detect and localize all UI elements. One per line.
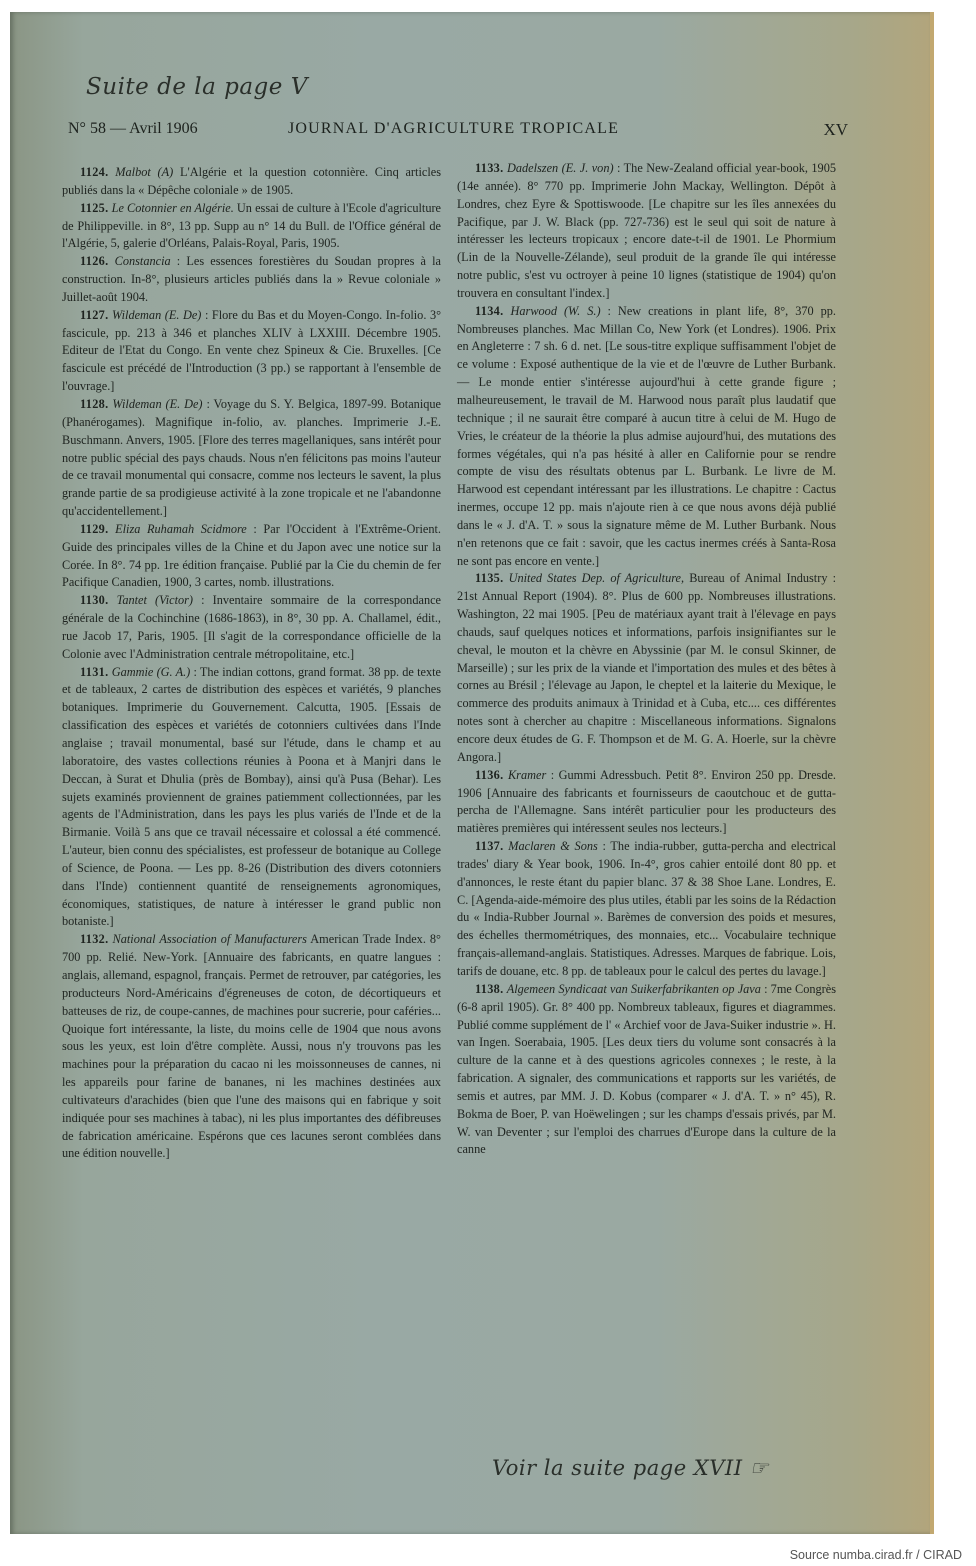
right-column <box>457 160 836 1159</box>
bibliography-entry: 1132. National Association of Manufacturers American Trade Index. 8° 700 pp. Relié. New-York. [Annuaire des fabricants, en quatre langues : anglais, allemand, espagnol, français. Permet de retrouver, par catégories, les producteurs Nord-Américains d'égreneuses de coton, de décortiqueurs et batteuses de riz, de coupe-cannes, de machines pour sucrerie, pour caféries... Quoique fort intéressante, la liste, du moins celle de 1904 que nous avons sous les yeux, est loin d'être complète. Aussi, nous n'y trouvons pas les machines pour la préparation du cacao ni les moissonneuses de cannes, ni les appareils pour farine de bananes, ni les machines destinées aux cultivateurs d'arachides (bien que l'une des maisons qui en fabrique y soit indiquée pour ses machines à tabac), ni les plus importantes des défibreuses de fabrication américaine. Espérons que ces lacunes seront comblées dans une édition nouvelle.] <box>62 932 441 1161</box>
bibliography-entry: 1128. Wildeman (E. De) : Voyage du S. Y. Belgica, 1897-99. Botanique (Phanérogames). Magnifique in-folio, av. planches. Imprimerie J.-E. Buschmann. Anvers, 1905. [Flore des terres magellaniques, sans intérêt pour notre public spécial des pays chauds. Nous n'en félicitons pas moins l'auteur de ce travail monumental qui consacre, comme nos lecteurs le savent, la plus grande partie de sa prodigieuse activité à la zone tropicale et ne l'abandonne qu'accidentellement.] <box>62 396 441 519</box>
source-credit: Source numba.cirad.fr / CIRAD <box>789 1548 962 1562</box>
bibliography-entry: 1131. Gammie (G. A.) : The indian cottons, grand format. 38 pp. de texte et de tableaux, 2 cartes de distribution des espèces et variétés, 9 planches botaniques. Imprimerie du Gouvernement. Calcutta, 1905. [Essais de classification des espèces et variétés de cotonniers cultivées dans l'Inde anglaise ; travail monumental, basé sur l'étude, dans le champ et au laboratoire, des vastes collections réunies à Poona et à Manjri dans le Deccan, à Surat et Dhulia (près de Bombay), ainsi qu'à Pusa (Behar). Les sujets examinés proviennent de graines patiemment collectionnées, par les agents de l'Administration, dans les pays les plus variés de l'Inde et de la Birmanie. Voilà 5 ans que ce travail nécessaire et colossal a été commencé. L'auteur, bien connu des spécialistes, est professeur de botanique au College of Science, de Poona. — Les pp. 8-26 (Distribution des divers cotonniers dans l'Inde) contiennent quantité de renseignements agronomiques, économiques, statistiques, de nature à intéresser le grand public non botaniste.] <box>62 664 441 929</box>
bibliography-entry: 1125. Le Cotonnier en Algérie. Un essai de culture à l'Ecole d'agriculture de Philippeville. in 8°, 13 pp. Supp au n° 14 du Bull. de l'Office général de l'Algérie, 5, galerie d'Orléans, Palais-Royal, Paris, 1905. <box>62 200 442 251</box>
bibliography-entry: 1124. Malbot (A) L'Algérie et la question cotonnière. Cinq articles publiés dans la « Dépêche coloniale » de 1905. <box>62 165 441 197</box>
bibliography-entry: 1134. Harwood (W. S.) : New creations in plant life, 8°, 370 pp. Nombreuses planches. Mac Millan Co, New York (et Londres). 1906. Prix en Angleterre : 7 sh. 6 d. net. [Le sous-titre explique suffisamment l'objet de ce volume : Exposé authentique de la vie et de l'œuvre de Luther Burbank. — Le monde entier s'intéresse aujourd'hui à cette grande figure ; malheureusement, le travail de M. Harwood nous paraît plus laudatif que technique ; il ne saurait être comparé à aucun titre à celui de M. Hugo de Vries, le créateur de la théorie la plus admise aujourd'hui, des mutations des formes végétales, qui n'a pas hésité à aller en Californie pour se rendre compte de visu des résultats obtenus par L. Burbank. Le livre de M. Harwood est cependant intéressant par les illustrations. Le chapitre : Cactus inermes, occupe 12 pp. mais n'ajoute rien à ce que nous avons déjà publié dans le « J. d'A. T. » sous la signature même de M. Luther Burbank. Nous n'en retenons que ce fait : savoir, que les cactus inermes créés à Santa-Rosa ne sont pas encore en vente.] <box>457 303 837 568</box>
bibliography-entry: 1138. Algemeen Syndicaat van Suikerfabrikanten op Java : 7me Congrès (6-8 april 1905). Gr. 8° 400 pp. Nombreux tableaux, figures et diagrammes. Publié comme supplément de l' « Archief voor de Java-Suiker industrie ». H. van Ingen. Soerabaia, 1905. [Les deux tiers du volume sont consacrés à la culture de la canne et à des questions agricoles connexes ; le reste, à la fabrication. A signaler, des communications et rapports sur les variétés, de semis et autres, par MM. J. D. Kobus (comparer « J. d'A. T. » n° 45), R. Bokma de Boer, P. van Hoëwelingen ; sur les champs d'essais privés, par M. W. van Deventer ; sur l'emploi des charrues d'Europe dans la culture de la canne <box>457 981 837 1157</box>
scanned-page <box>10 12 934 1534</box>
bibliography-entry: 1137. Maclaren & Sons : The india-rubber, gutta-percha and electrical trades' diary & Year book, 1906. In-4°, gros cahier entoilé dont 80 pp. et d'annonces, le reste étant du papier blanc. 37 & 38 Shoe Lane. Londres, E. C. [Agenda-aide-mémoire des plus utiles, établi par les soins de la Rédaction du « India-Rubber Journal ». Barèmes de conversion des poids et mesures, des échelles thermométriques, des monnaies, etc... Vocabulaire technique français-allemand-anglais. Statistiques. Adresses. Marques de fabrique. Lois, tarifs de douane, etc. 8 pp. de tableaux pour le calcul des pertes du lavage.] <box>457 839 836 978</box>
left-column <box>62 164 441 1163</box>
bibliography-entry: 1136. Kramer : Gummi Adressbuch. Petit 8°. Environ 250 pp. Dresde. 1906 [Annuaire des fabricants et fournisseurs de caoutchouc et de gutta-percha de l'Allemagne. Sans intérêt particulier pour les producteurs des matières premières qui intéressent seules nos lecteurs.] <box>457 767 836 836</box>
issue-label: N° 58 — Avril 1906 <box>68 120 198 137</box>
bibliography-entry: 1135. United States Dep. of Agriculture, Bureau of Animal Industry : 21st Annual Report (1904). 8°. Plus de 600 pp. Nombreuses illustrations. Washington, 22 mai 1905. [Peu de matériaux ayant trait à l'élevage en pays chauds, sauf quelques notices et informations, parfois insignifiantes sur le cheval, le mouton et la chèvre en Abyssinie (par M. le consul Skinner, de Marseille) ; sur les prix de la viande et l'importation des mules et des bêtes à cornes au Brésil ; l'élevage au Japon, le cheptel et la laiterie du Mexique, le commerce des produits animaux à Trinidad et à Cuba, etc.... ces différentes notes sont à chercher au chapitre : Miscellaneous informations. Signalons encore deux études de G. F. Thompson et de M. G. A. Hoerle, sur la chèvre Angora.] <box>457 571 836 764</box>
bibliography-entry: 1127. Wildeman (E. De) : Flore du Bas et du Moyen-Congo. In-folio. 3° fascicule, pp. 213 à 346 et planches XLIV à LXXIII. Décembre 1905. Editeur de l'Etat du Congo. En vente chez Spineux & Cie. Bruxelles. [Ce fascicule est précédé de l'Introduction (3 pp.) se rapportant à l'ensemble de l'ouvrage.] <box>62 307 442 394</box>
page-number: XV <box>823 120 848 139</box>
handwritten-note-top: Suite de la page V <box>86 74 308 100</box>
bibliography-entry: 1126. Constancia : Les essences forestières du Soudan propres à la construction. In-8°, plusieurs articles publiés dans la » Revue coloniale » Juillet-août 1904. <box>62 254 441 304</box>
journal-title: JOURNAL D'AGRICULTURE TROPICALE <box>288 120 620 137</box>
page-header <box>68 120 848 142</box>
handwritten-note-bottom: Voir la suite page XVII ☞ <box>492 1456 769 1480</box>
bibliography-entry: 1130. Tantet (Victor) : Inventaire sommaire de la correspondance générale de la Cochinchine (1686-1863), in 8°, 30 pp. A. Challamel, édit., rue Jacob 17, Paris, 1905. [Il s'agit de la correspondance officielle de la Colonie avec l'Administration centrale métropolitaine, etc.] <box>62 593 442 661</box>
bibliography-entry: 1133. Dadelszen (E. J. von) : The New-Zealand official year-book, 1905 (14e année). 8° 770 pp. Imprimerie John Mackay, Wellington. Dépôt à Londres, chez Eyre & Spottiswoode. [Le chapitre sur les îles annexées du Pacifique, par J. W. Black (pp. 727-736) est le seul qui soit de nature à intéresser les lecteurs tropicaux ; encore date-t-il de 1901. Le Phormium (Lin de la Nouvelle-Zélande), seul produit de la grande île qui intéresse notre public, s'est vu octroyer à peine 10 lignes (statistique de 1904) qu'on trouvera en consultant l'index.] <box>457 161 837 300</box>
bibliography-entry: 1129. Eliza Ruhamah Scidmore : Par l'Occident à l'Extrême-Orient. Guide des principales villes de la Chine et du Japon avec une notice sur la Corée. In 8°. 74 pp. 1re édition française. Publié par la Cie du chemin de fer Pacifique Canadien, 1900, 3 cartes, nomb. illustrations. <box>62 521 441 590</box>
